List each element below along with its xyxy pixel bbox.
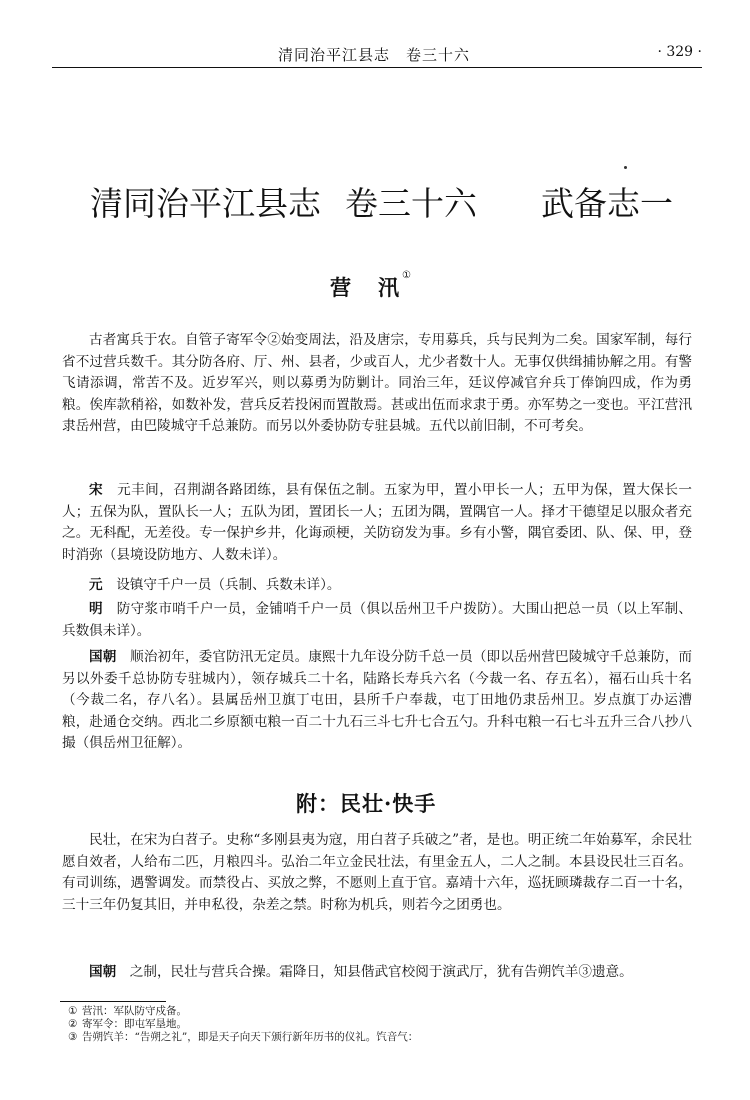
dynasty-label-yuan: 元 xyxy=(89,577,103,593)
footnote-text: 寄军令：即屯军垦地。 xyxy=(82,1018,187,1030)
section-heading-minzhuang: 附：民壮·快手 xyxy=(296,791,437,816)
footnote-rule xyxy=(60,1001,166,1002)
volume-title-volume: 卷三十六 xyxy=(345,184,477,223)
page-number: · 329 · xyxy=(657,44,702,60)
paragraph-song-text: 元丰间，召荆湖各路团练，县有保伍之制。五家为甲，置小甲长一人；五甲为保，置大保长一人；五保为队，置队长一人；五队为团，置团长一人；五团为隅，置隅官一人。择才干德望足以服众者充之。无科配，无差役。专一保护乡井，化诲顽梗，关防窃发为事。乡有小警，隅官委团、队、保、甲，登时消弥（县境设防地方、人数未详）。 xyxy=(62,482,693,563)
footnote-text: 营汛：军队防守戍备。 xyxy=(82,1005,187,1017)
paragraph-qing xyxy=(62,647,692,755)
paragraph-yuan-text: 设镇守千户一员（兵制、兵数未详）。 xyxy=(116,577,341,593)
section-heading-yingxun xyxy=(330,272,411,302)
footnote-text: 告朔饩羊：“告朔之礼”，即是天子向天下颁行新年历书的仪礼。饩音气： xyxy=(82,1031,419,1043)
scan-speck xyxy=(624,166,627,169)
footnote-mark: ① xyxy=(68,1005,78,1017)
paragraph-intro: 古者寓兵于农。自管子寄军令②始变周法，沿及唐宗，专用募兵，兵与民判为二矣。国家军制，每行省不过营兵数千。其分防各府、厅、州、县者，少或百人，尤少者数十人。无事仅供缉捕协解之用。有警飞请添调，常苦不及。近岁军兴，则以募勇为防剿计。同治三年，廷议停减官弁兵丁俸饷四成，作为勇粮。俟库款稍裕，如数补发，营兵反若投闲而置散焉。甚或出伍而求隶于勇。亦军势之一变也。平江营汛隶岳州营，由巴陵城守千总兼防。而另以外委协防专驻县城。五代以前旧制，不可考矣。 xyxy=(62,332,692,434)
dynasty-label-ming: 明 xyxy=(89,601,103,617)
paragraph-song xyxy=(62,480,692,566)
volume-title-book: 清同治平江县志 xyxy=(90,184,321,223)
volume-title-section: 武备志一 xyxy=(541,184,673,223)
footnote-mark: ② xyxy=(68,1018,78,1030)
footnote-item xyxy=(68,1031,668,1044)
dynasty-label-qing-2: 国朝 xyxy=(89,964,117,980)
running-header xyxy=(52,44,702,66)
footnote-item xyxy=(68,1005,668,1018)
section-heading-text: 营 汛 xyxy=(330,275,402,300)
paragraph-yuan xyxy=(62,575,692,597)
header-rule xyxy=(52,67,702,68)
paragraph-ming xyxy=(62,599,692,642)
volume-title xyxy=(90,178,673,225)
paragraph-minzhuang: 民壮，在宋为白苕子。史称“多刚县夷为寇，用白苕子兵破之”者，是也。明正统二年始募军，余民壮愿自效者，人给布二匹，月粮四斗。弘治二年立金民壮法，有里金五人，二人之制。本县设民壮三百名。有司训练，遇警调发。而禁役占、买放之弊，不愿则上直于官。嘉靖十六年，巡抚顾璘裁存二百一十名，三十三年仍复其旧，并申私役，杂差之禁。时称为机兵，则若今之团勇也。 xyxy=(62,832,692,913)
footnotes xyxy=(68,1005,668,1044)
footnote-ref-1: ① xyxy=(402,270,411,281)
paragraph-qing-text: 顺治初年，委官防汛无定员。康熙十九年设分防千总一员（即以岳州营巴陵城守千总兼防，而另以外委千总协防专驻城内），领存城兵二十名，陆路长寿兵六名（今裁一名、存五名），福石山兵十名（今裁二名，存八名）。县属岳州卫旗丁屯田，县所千户奉裁，屯丁田地仍隶岳州卫。岁点旗丁办运漕粮，赴通仓交纳。西北二乡原额屯粮一百二十九石三斗七升七合五勺。升科屯粮一石七斗五升三合八抄八撮（俱岳州卫征解）。 xyxy=(62,649,693,751)
footnote-mark: ③ xyxy=(68,1031,78,1043)
paragraph-ming-text: 防守浆市哨千户一员，金铺哨千户一员（俱以岳州卫千户拨防）。大围山把总一员（以上军制、兵数俱未详）。 xyxy=(62,601,693,639)
dynasty-label-qing: 国朝 xyxy=(89,649,117,665)
running-header-title: 清同治平江县志 卷三十六 xyxy=(278,46,471,64)
dynasty-label-song: 宋 xyxy=(89,482,104,498)
paragraph-qing-minzhuang xyxy=(62,962,692,984)
paragraph-qing-minzhuang-text: 之制，民壮与营兵合操。霜降日，知县偕武官校阅于演武厅，犹有告朔饩羊③遗意。 xyxy=(129,964,633,980)
footnote-item xyxy=(68,1018,668,1031)
